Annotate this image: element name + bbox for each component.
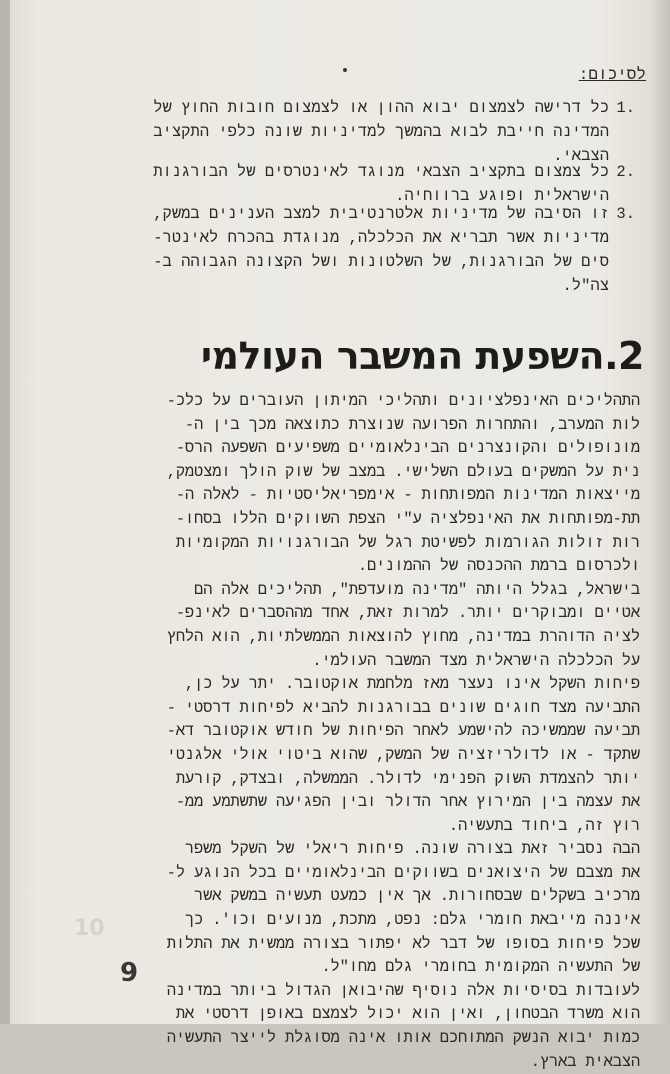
body-line: לעובדות בסיסיות אלה נוסיף שהיבואן הגדול ביותר במדינה bbox=[166, 981, 640, 1000]
body-line: שכל פיחות בסופו של דבר לא יפתור בצורה ממשית את התלות bbox=[166, 934, 640, 953]
body-line: על הכלכלה הישראלית מצד המשבר העולמי. bbox=[312, 651, 640, 670]
body-text bbox=[70, 390, 640, 1074]
body-line: תת-מפותחות את האינפלציה ע"י הצפת השווקים הללו בסחו- bbox=[175, 509, 640, 528]
summary-item-number: .1 bbox=[616, 99, 635, 117]
body-line: כמות יבוא הנשק המתוחכם אותו אינה מסוגלת לייצר התעשיה bbox=[166, 1029, 640, 1048]
body-line: מייצאות המדינות המפותחות - אימפריאליסטיות - לאלה ה- bbox=[175, 486, 640, 505]
body-line: שתקד - או לדולריזציה של המשק, שהוא ביטוי אולי אלגנטי bbox=[166, 745, 640, 764]
body-line: את עצמה בין המירוץ אחר הדולר ובין הפגיעה שתשתמע ממ- bbox=[175, 793, 640, 812]
summary-item-text bbox=[120, 96, 609, 168]
body-line: לות המערב, והתחרות הפרועה שנוצרת כתוצאה מכך בין ה- bbox=[184, 415, 640, 434]
body-line: מרכיב בשקלים שבסחורות. אך אין כמעט תעשיה במשק אשר bbox=[194, 887, 640, 906]
body-line: תביעה שממשיכה להישמע לאחר הפיחות של חודש אוקטובר דא- bbox=[166, 722, 640, 741]
body-line: של התעשיה המקומית בחומרי גלם מחו"ל. bbox=[321, 958, 640, 977]
body-line: בישראל, בגלל היותה "מדינה מועדפת", תהליכים אלה הם bbox=[194, 580, 640, 599]
body-line: נית על המשקים בעולם השלישי. במצב של שוק הולך ומצטמק, bbox=[166, 462, 640, 481]
body-line: מונופולים והקונצרנים הבינלאומיים משפיעים השפעה הרס- bbox=[175, 439, 640, 458]
body-line: את מצבם של היצואנים בשווקים הבינלאומיים בכל הנוגע ל- bbox=[166, 863, 640, 882]
body-line: התהליכים האינפלציונים ותהליכי המיתון העוברים על כלכ- bbox=[166, 392, 640, 410]
summary-line: כל דרישה לצמצום יבוא ההון או לצמצום חובות החוץ של bbox=[153, 99, 609, 117]
page-number: 9 bbox=[120, 958, 139, 988]
summary-item-text bbox=[120, 160, 609, 208]
summary-line: צה"ל. bbox=[562, 277, 609, 295]
body-line: ולכרסום ברמת ההכנסה של ההמונים. bbox=[357, 557, 640, 576]
body-line: רוץ זה, ביחוד בתעשיה. bbox=[448, 816, 640, 835]
summary-item-text bbox=[120, 202, 609, 298]
body-line: רות זולות הגורמות לפשיטת רגל של הבורגנויות המקומיות bbox=[175, 533, 640, 552]
ink-dot bbox=[343, 68, 347, 72]
body-line: אטיים ומבוקרים יותר. למרות זאת, אחד מההסברים לאינפ- bbox=[175, 604, 640, 623]
summary-item-number: .2 bbox=[616, 163, 635, 181]
summary-line: כל צמצום בתקציב הצבאי מנוגד לאינטרסים של הבורגנות bbox=[153, 163, 609, 181]
summary-item-number: .3 bbox=[616, 205, 635, 223]
bleed-through-page-number: 10 bbox=[74, 916, 105, 941]
summary-line: הצבאי. bbox=[553, 147, 609, 165]
body-line: התביעה מצד חוגים שונים בבורגנות להביא לפיחות דרסטי - bbox=[166, 698, 640, 717]
summary-line: מדיניות אשר תבריא את הכלכלה, מנוגדת בהכרח לאינטר- bbox=[153, 229, 609, 247]
body-line: הבה נסביר זאת בצורה שונה. פיחות ריאלי של השקל משפר bbox=[184, 840, 640, 859]
section-title: 2.השפעת המשבר העולמי bbox=[200, 334, 644, 378]
summary-line: המדינה חייבת לבוא בהמשך למדיניות שונה כלפי התקציב bbox=[153, 123, 609, 141]
summary-line: סים של הבורגנות, של השלטונות ושל הקצונה הגבוהה ב- bbox=[153, 253, 609, 271]
body-line: לציה הדוהרת במדינה, מחוץ להוצאות הממשלתיות, הוא הלחץ bbox=[166, 627, 640, 646]
body-line: הצבאית בארץ. bbox=[530, 1052, 640, 1071]
body-line: הוא משרד הבטחון, ואין הוא יכול לצמצם באופן דרסטי את bbox=[175, 1005, 640, 1024]
body-line: פיחות השקל אינו נעצר מאז מלחמת אוקטובר. יתר על כן, bbox=[184, 675, 640, 694]
summary-line: הישראלית ופוגע ברווחיה. bbox=[395, 187, 609, 205]
summary-heading: לסיכום: bbox=[578, 66, 646, 84]
summary-line: זו הסיבה של מדיניות אלטרנטיבית למצב הענינים במשק, bbox=[153, 205, 609, 223]
body-line: יותר להצמדת השוק הפנימי לדולר. הממשלה, ובצדק, קורעת bbox=[175, 769, 640, 788]
body-line: איננה מייבאת חומרי גלם: נפט, מתכת, מנועים וכו'. כך bbox=[184, 911, 640, 930]
